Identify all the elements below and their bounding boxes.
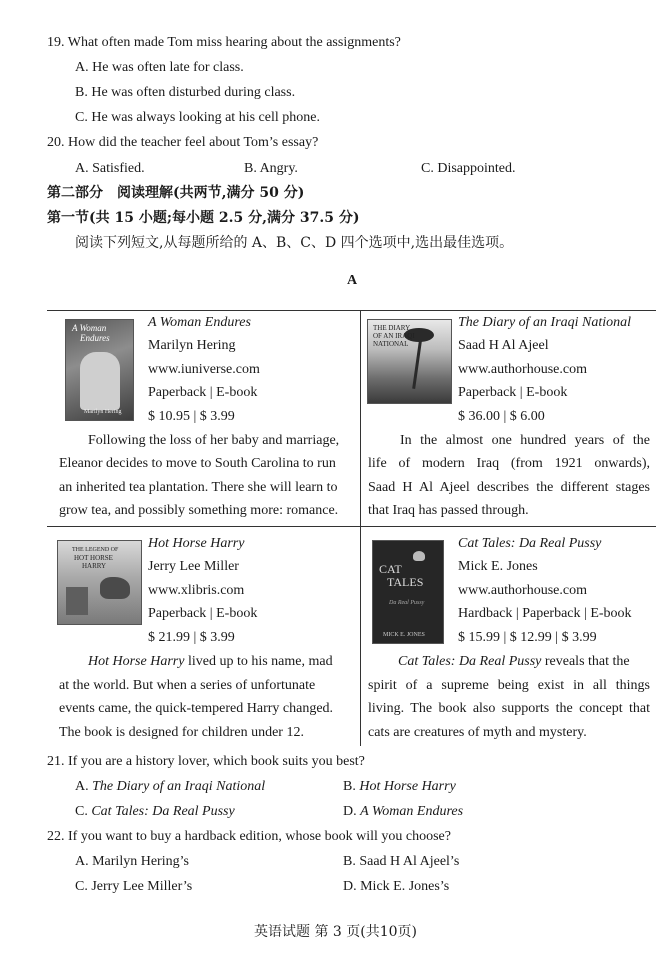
book-c-desc-1 bbox=[88, 653, 333, 671]
instruction: 阅读下列短文,从每题所给的 A、B、C、D 四个选项中,选出最佳选项。 bbox=[75, 235, 514, 251]
q20-option-b: B. Angry. bbox=[244, 161, 298, 176]
book-d-desc-3: living. The book also supports the concept that bbox=[368, 701, 650, 716]
book-a-desc-3: an inherited tea plantation. There she will learn to bbox=[59, 480, 338, 495]
q19-option-a: A. He was often late for class. bbox=[75, 60, 244, 75]
section1-heading: 第一节(共 15 小题;每小题 2.5 分,满分 37.5 分) bbox=[47, 210, 360, 226]
book-c-desc-3: events came, the quick-tempered Harry changed. bbox=[59, 701, 334, 716]
q22-option-b: B. Saad H Al Ajeel’s bbox=[343, 854, 460, 869]
book-c-site: www.xlibris.com bbox=[148, 583, 245, 598]
book-c-desc-2: at the world. But when a series of unfortunate bbox=[59, 678, 316, 693]
cover-title-1: THE LEGEND OF bbox=[72, 547, 119, 553]
book-d-price: $ 15.99 | $ 12.99 | $ 3.99 bbox=[458, 630, 597, 645]
q21-option-d bbox=[343, 803, 463, 821]
book-c-desc-first: lived up to his name, mad bbox=[184, 654, 333, 669]
cover-title-3: HARRY bbox=[82, 562, 107, 570]
book-a-desc-1: Following the loss of her baby and marriage, bbox=[88, 433, 340, 448]
book-d-desc-first: reveals that the bbox=[541, 654, 630, 669]
book-d-author: Mick E. Jones bbox=[458, 559, 538, 574]
book-b-price: $ 36.00 | $ 6.00 bbox=[458, 409, 545, 424]
part2-heading: 第二部分 阅读理解(共两节,满分 50 分) bbox=[47, 185, 305, 201]
book-d-desc-2: spirit of a supreme being exist in all things bbox=[368, 678, 650, 693]
q21-option-a-prefix: A. bbox=[75, 779, 93, 794]
q21-option-c-prefix: C. bbox=[75, 804, 92, 819]
cover-author: Marilyn Hering bbox=[84, 409, 122, 415]
book-cover-cat-tales bbox=[372, 540, 444, 644]
book-c-author: Jerry Lee Miller bbox=[148, 559, 239, 574]
book-cover-hot-horse-harry bbox=[57, 540, 142, 625]
q21-option-a bbox=[75, 778, 265, 796]
passage-label: A bbox=[347, 273, 358, 288]
book-a-price: $ 10.95 | $ 3.99 bbox=[148, 409, 235, 424]
q22-option-d: D. Mick E. Jones’s bbox=[343, 879, 450, 894]
book-b-site: www.authorhouse.com bbox=[458, 362, 587, 377]
q21-question: 21. If you are a history lover, which book suits you best? bbox=[47, 754, 365, 769]
q19-question: 19. What often made Tom miss hearing about the assignments? bbox=[47, 35, 401, 50]
cover-palm-trunk bbox=[412, 334, 423, 389]
book-b-format: Paperback | E-book bbox=[458, 385, 568, 400]
q19-option-b: B. He was often disturbed during class. bbox=[75, 85, 296, 100]
cover-house bbox=[66, 587, 88, 615]
book-a-title: A Woman Endures bbox=[148, 315, 251, 330]
book-a-author: Marilyn Hering bbox=[148, 338, 236, 353]
q21-option-c bbox=[75, 803, 235, 821]
book-cover-diary-iraqi bbox=[367, 319, 452, 404]
cover-figure bbox=[80, 352, 120, 410]
q20-option-c: C. Disappointed. bbox=[421, 161, 516, 176]
book-c-desc-4: The book is designed for children under 12. bbox=[59, 725, 304, 740]
book-d-site: www.authorhouse.com bbox=[458, 583, 587, 598]
book-d-desc-1 bbox=[398, 653, 630, 671]
book-a-format: Paperback | E-book bbox=[148, 385, 258, 400]
book-d-title: Cat Tales: Da Real Pussy bbox=[458, 536, 602, 551]
cover-cat-silhouette bbox=[413, 551, 425, 561]
book-b-desc-4: that Iraq has passed through. bbox=[368, 503, 529, 518]
q21-option-d-prefix: D. bbox=[343, 804, 361, 819]
cover-horse bbox=[100, 577, 130, 599]
cover-title-2: HOT HORSE bbox=[74, 554, 113, 562]
cover-title-1: CAT bbox=[379, 562, 402, 576]
q21-option-a-text: The Diary of an Iraqi National bbox=[92, 779, 266, 794]
cover-subtitle: Da Real Pussy bbox=[389, 600, 425, 606]
cover-title-2: Endures bbox=[80, 333, 110, 343]
cover-author: MICK E. JONES bbox=[383, 632, 425, 638]
page-footer: 英语试题 第 3 页(共10页) bbox=[254, 924, 417, 940]
book-c-price: $ 21.99 | $ 3.99 bbox=[148, 630, 235, 645]
book-d-desc-title: Cat Tales: Da Real Pussy bbox=[398, 654, 542, 669]
q22-option-a: A. Marilyn Hering’s bbox=[75, 854, 189, 869]
q21-option-b-prefix: B. bbox=[343, 779, 360, 794]
book-b-title: The Diary of an Iraqi National bbox=[458, 315, 632, 330]
book-d-desc-4: cats are creatures of myth and mystery. bbox=[368, 725, 587, 740]
cover-title-2: OF AN IRAQI bbox=[373, 332, 415, 340]
table-center-divider bbox=[360, 310, 361, 746]
book-b-desc-2: life of modern Iraq (from 1921 onwards), bbox=[368, 456, 650, 471]
book-d-format: Hardback | Paperback | E-book bbox=[458, 606, 632, 621]
book-c-desc-title: Hot Horse Harry bbox=[88, 654, 185, 669]
q21-option-c-text: Cat Tales: Da Real Pussy bbox=[91, 804, 235, 819]
q22-option-c: C. Jerry Lee Miller’s bbox=[75, 879, 193, 894]
cover-title-1: A Woman bbox=[72, 323, 107, 333]
q20-question: 20. How did the teacher feel about Tom’s essay? bbox=[47, 135, 319, 150]
book-a-site: www.iuniverse.com bbox=[148, 362, 260, 377]
book-b-desc-1: In the almost one hundred years of the bbox=[400, 433, 650, 448]
q20-option-a: A. Satisfied. bbox=[75, 161, 145, 176]
book-b-desc-3: Saad H Al Ajeel describes the different stages bbox=[368, 480, 650, 495]
book-c-title: Hot Horse Harry bbox=[148, 536, 245, 551]
book-b-author: Saad H Al Ajeel bbox=[458, 338, 549, 353]
q21-option-b bbox=[343, 778, 456, 796]
cover-title-1: THE DIARY bbox=[373, 324, 411, 332]
cover-title-2: TALES bbox=[387, 575, 424, 589]
book-a-desc-2: Eleanor decides to move to South Carolina to run bbox=[59, 456, 336, 471]
table-middle-border bbox=[47, 526, 656, 527]
cover-title-3: NATIONAL bbox=[373, 340, 409, 348]
q21-option-d-text: A Woman Endures bbox=[360, 804, 464, 819]
q21-option-b-text: Hot Horse Harry bbox=[359, 779, 456, 794]
book-cover-a-woman-endures bbox=[65, 319, 134, 421]
q22-question: 22. If you want to buy a hardback edition, whose book will you choose? bbox=[47, 829, 451, 844]
table-top-border bbox=[47, 310, 656, 311]
q19-option-c: C. He was always looking at his cell phone. bbox=[75, 110, 320, 125]
book-a-desc-4: grow tea, and possibly something more: romance. bbox=[59, 503, 339, 518]
book-c-format: Paperback | E-book bbox=[148, 606, 258, 621]
